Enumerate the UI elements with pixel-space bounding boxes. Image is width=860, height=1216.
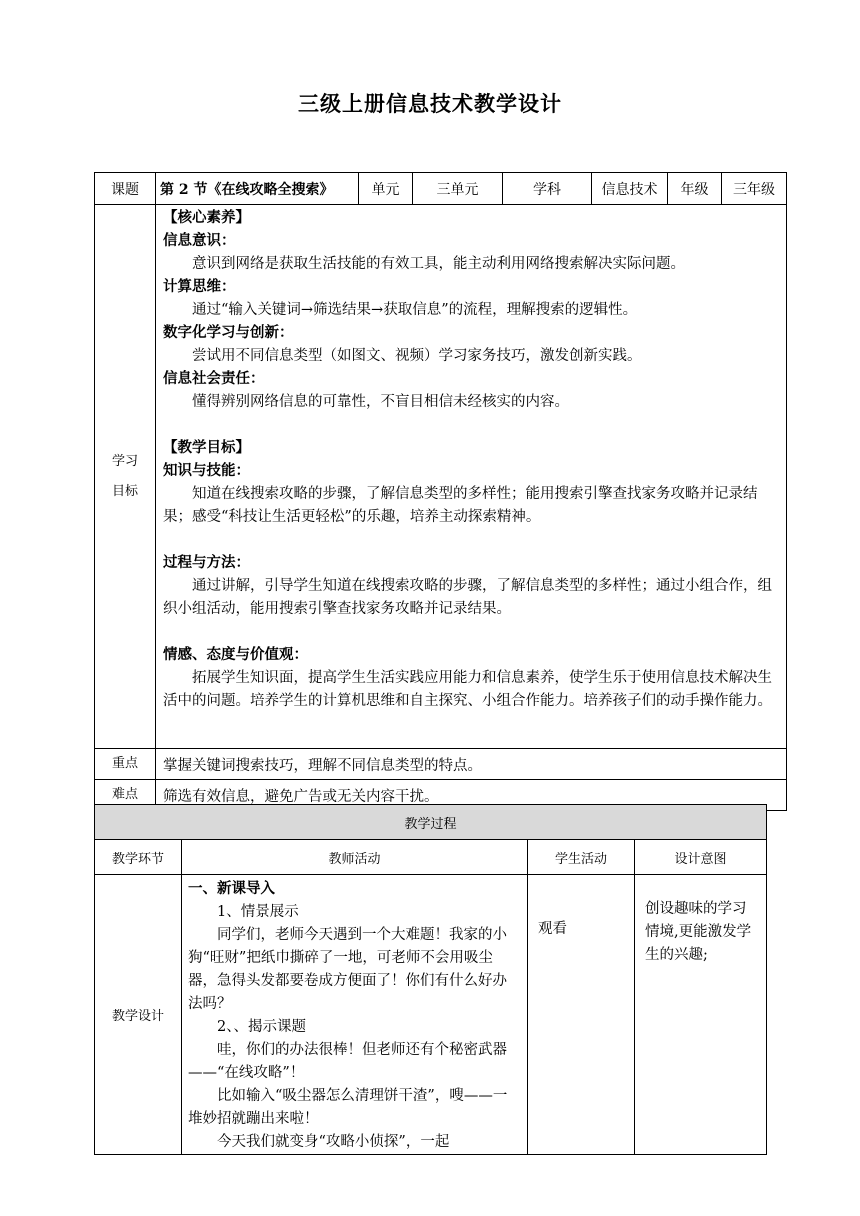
col-student: 学生活动	[528, 840, 635, 875]
process-heading-row	[95, 805, 767, 840]
header-row	[95, 173, 787, 205]
unit-value: 三单元	[413, 173, 503, 205]
social-responsibility-text: 懂得辨别网络信息的可靠性，不盲目相信未经核实的内容。	[192, 394, 569, 410]
process-heading: 教学过程	[95, 805, 767, 840]
digital-learning-title: 数字化学习与创新：	[163, 325, 294, 341]
knowledge-skills-title: 知识与技能：	[163, 463, 250, 479]
course-label: 课题	[95, 173, 156, 205]
teacher-para-3: 比如输入“吸尘器怎么清理饼干渣”，嗖——一堆妙招就蹦出来啦！	[188, 1088, 508, 1127]
grade-label: 年级	[668, 173, 722, 205]
computational-thinking-text: 通过“输入关键词→筛选结果→获取信息”的流程，理解搜索的逻辑性。	[192, 302, 638, 318]
difficulty-label: 难点	[95, 780, 156, 811]
process-main-row	[95, 875, 767, 1155]
digital-learning-text: 尝试用不同信息类型（如图文、视频）学习家务技巧，激发创新实践。	[192, 348, 642, 364]
col-teacher: 教师活动	[182, 840, 528, 875]
design-intent-cell: 创设趣味的学习情境,更能激发学生的兴趣;	[635, 875, 767, 1155]
key-point-row	[95, 749, 787, 780]
objectives-label-line1: 学习	[111, 453, 138, 469]
col-intent: 设计意图	[635, 840, 767, 875]
knowledge-skills-text: 知道在线搜索攻略的步骤，了解信息类型的多样性；能用搜索引擎查找家务攻略并记录结果；感受“科技让生活更轻松”的乐趣，培养主动探索精神。	[163, 486, 758, 525]
emotion-values-text: 拓展学生知识面，提高学生生活实践应用能力和信息素养，使学生乐于使用信息技术解决生活中的问题。培养学生的计算机思维和自主探究、小组合作能力。培养孩子们的动手操作能力。	[163, 670, 772, 709]
lesson-title: 第 2 节《在线攻略全搜索》	[156, 173, 359, 205]
key-point-label: 重点	[95, 749, 156, 780]
process-methods-text: 通过讲解，引导学生知道在线搜索攻略的步骤，了解信息类型的多样性；通过小组合作，组织小组活动，能用搜索引擎查找家务攻略并记录结果。	[163, 578, 772, 617]
intro-section-title: 一、新课导入	[188, 881, 275, 897]
step-reveal-topic: 2、、揭示课题	[217, 1019, 306, 1035]
computational-thinking-title: 计算思维：	[163, 279, 236, 295]
document-title: 三级上册信息技术教学设计	[298, 92, 562, 116]
teacher-para-2: 哇，你们的办法很棒！但老师还有个秘密武器——“在线攻略”！	[188, 1042, 507, 1081]
stage-cell: 教学设计	[95, 875, 182, 1155]
lesson-info-table	[94, 172, 787, 811]
emotion-values-title: 情感、态度与价值观：	[163, 647, 308, 663]
teacher-activity-cell	[182, 875, 528, 1155]
subject-label: 学科	[503, 173, 592, 205]
process-columns-row	[95, 840, 767, 875]
unit-label: 单元	[359, 173, 413, 205]
subject-value: 信息技术	[592, 173, 668, 205]
info-awareness-text: 意识到网络是获取生活技能的有效工具，能主动利用网络搜索解决实际问题。	[192, 256, 685, 272]
process-methods-title: 过程与方法：	[163, 555, 250, 571]
grade-value: 三年级	[722, 173, 787, 205]
col-stage: 教学环节	[95, 840, 182, 875]
student-activity-cell: 观看	[528, 875, 635, 1155]
difficulty-text: 筛选有效信息，避免广告或无关内容干扰。	[156, 780, 787, 811]
key-point-text: 掌握关键词搜索技巧，理解不同信息类型的特点。	[156, 749, 787, 780]
info-awareness-title: 信息意识：	[163, 233, 236, 249]
objectives-row	[95, 205, 787, 749]
step-scenario: 1、情景展示	[217, 904, 299, 920]
teacher-para-4: 今天我们就变身“攻略小侦探”，一起	[217, 1134, 450, 1150]
social-responsibility-title: 信息社会责任：	[163, 371, 265, 387]
core-literacy-heading: 【核心素养】	[163, 210, 250, 226]
objectives-label-line2: 目标	[111, 483, 138, 499]
teaching-process-table	[94, 804, 767, 1155]
objectives-content	[156, 205, 787, 749]
teaching-goals-heading: 【教学目标】	[163, 440, 250, 456]
objectives-label	[95, 205, 156, 749]
teacher-para-1: 同学们，老师今天遇到一个大难题！我家的小狗“旺财”把纸巾撕碎了一地，可老师不会用吸尘器，急得头发都要卷成方便面了！你们有什么好办法吗？	[188, 927, 507, 1012]
